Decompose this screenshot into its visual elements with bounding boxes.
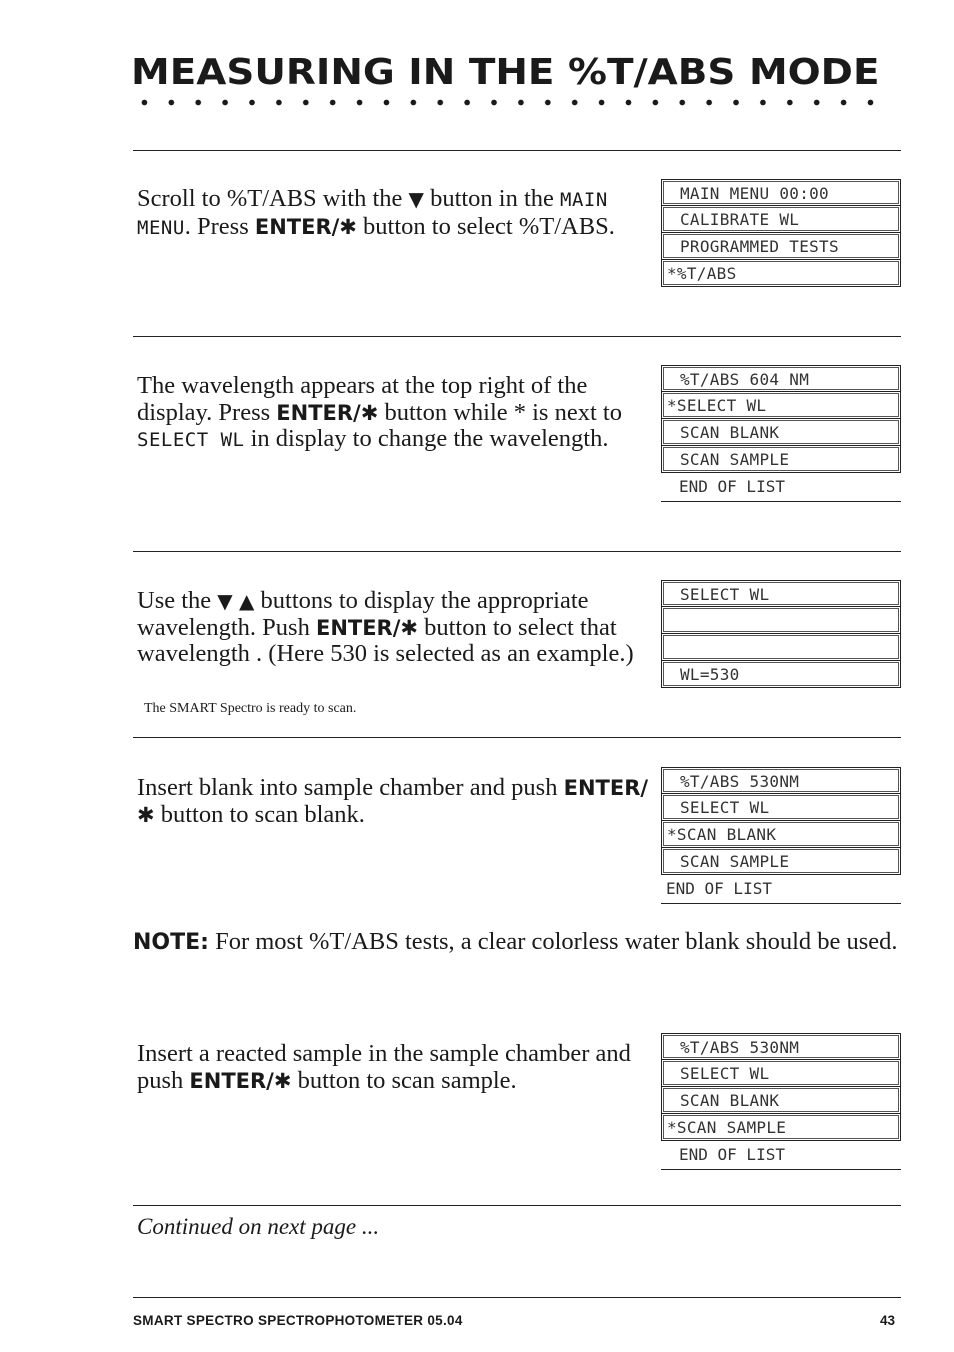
note-label: NOTE:	[133, 930, 209, 955]
display-panel-2	[661, 365, 901, 502]
page-number: 43	[880, 1313, 896, 1328]
display-line: %T/ABS 530NM	[680, 1038, 800, 1057]
enter-key-label: ENTER/✱	[254, 214, 357, 239]
display-line: SCAN BLANK	[680, 1091, 780, 1110]
display-panel-1	[661, 179, 901, 287]
down-arrow-icon: ▼	[408, 187, 424, 211]
display-panel-3	[661, 580, 901, 688]
display-line: END OF LIST	[679, 477, 785, 496]
display-line: SELECT WL	[680, 798, 770, 817]
display-line: MAIN MENU 00:00	[680, 184, 829, 203]
display-line: END OF LIST	[679, 1145, 785, 1164]
inline-display-text: MAIN MENU	[137, 189, 608, 239]
down-up-arrows-icon: ▼ ▲	[217, 589, 255, 613]
display-line: SELECT WL	[680, 585, 770, 604]
display-line: WL=530	[680, 665, 740, 684]
display-line-selected: *%T/ABS	[667, 264, 737, 283]
divider	[133, 336, 901, 337]
page-title: MEASURING IN THE %T/ABS MODE	[131, 52, 880, 93]
display-line: SELECT WL	[680, 1064, 770, 1083]
inline-display-text: SELECT WL	[137, 429, 245, 451]
divider	[133, 1297, 901, 1298]
display-line: END OF LIST	[666, 879, 772, 898]
enter-key-label: ENTER/✱	[189, 1068, 292, 1093]
ready-note: The SMART Spectro is ready to scan.	[144, 701, 357, 716]
step-3-instruction: Use the ▼ ▲ buttons to display the appropriate wavelength. Push ENTER/✱ button to select that wavelength . (Here 530 is selected as an example.)	[137, 587, 634, 667]
step-4-instruction: Insert blank into sample chamber and push ENTER/✱ button to scan blank.	[137, 774, 649, 828]
step-1-instruction: Scroll to %T/ABS with the ▼ button in the MAIN MENU. Press ENTER/✱ button to select %T/ABS.	[137, 185, 615, 240]
title-dotted-rule	[131, 99, 883, 106]
enter-key-label: ENTER/✱	[276, 400, 379, 425]
enter-key-label: ENTER/✱	[315, 615, 418, 640]
display-line-selected: *SELECT WL	[667, 396, 767, 415]
display-line: PROGRAMMED TESTS	[680, 237, 839, 256]
divider	[133, 150, 901, 151]
display-line: CALIBRATE WL	[680, 210, 800, 229]
divider	[133, 551, 901, 552]
display-line: %T/ABS 530NM	[680, 772, 800, 791]
continued-note: Continued on next page ...	[137, 1214, 380, 1239]
note-paragraph: NOTE: For most %T/ABS tests, a clear colorless water blank should be used.	[133, 928, 898, 955]
display-panel-5	[661, 1033, 901, 1170]
display-line-selected: *SCAN BLANK	[667, 825, 777, 844]
divider	[133, 1205, 901, 1206]
display-panel-4	[661, 767, 901, 904]
display-line: %T/ABS 604 NM	[680, 370, 810, 389]
footer-title: SMART SPECTRO SPECTROPHOTOMETER 05.04	[133, 1313, 463, 1328]
display-line-selected: *SCAN SAMPLE	[667, 1118, 787, 1137]
divider	[133, 737, 901, 738]
display-line: SCAN SAMPLE	[680, 852, 790, 871]
step-5-instruction: Insert a reacted sample in the sample chamber and push ENTER/✱ button to scan sample.	[137, 1040, 631, 1094]
display-line: SCAN BLANK	[680, 423, 780, 442]
step-2-instruction: The wavelength appears at the top right of the display. Press ENTER/✱ button while * is next to SELECT WL in display to change the wavelength.	[137, 372, 622, 452]
display-line: SCAN SAMPLE	[680, 450, 790, 469]
enter-key-label: ENTER/✱	[137, 776, 649, 827]
